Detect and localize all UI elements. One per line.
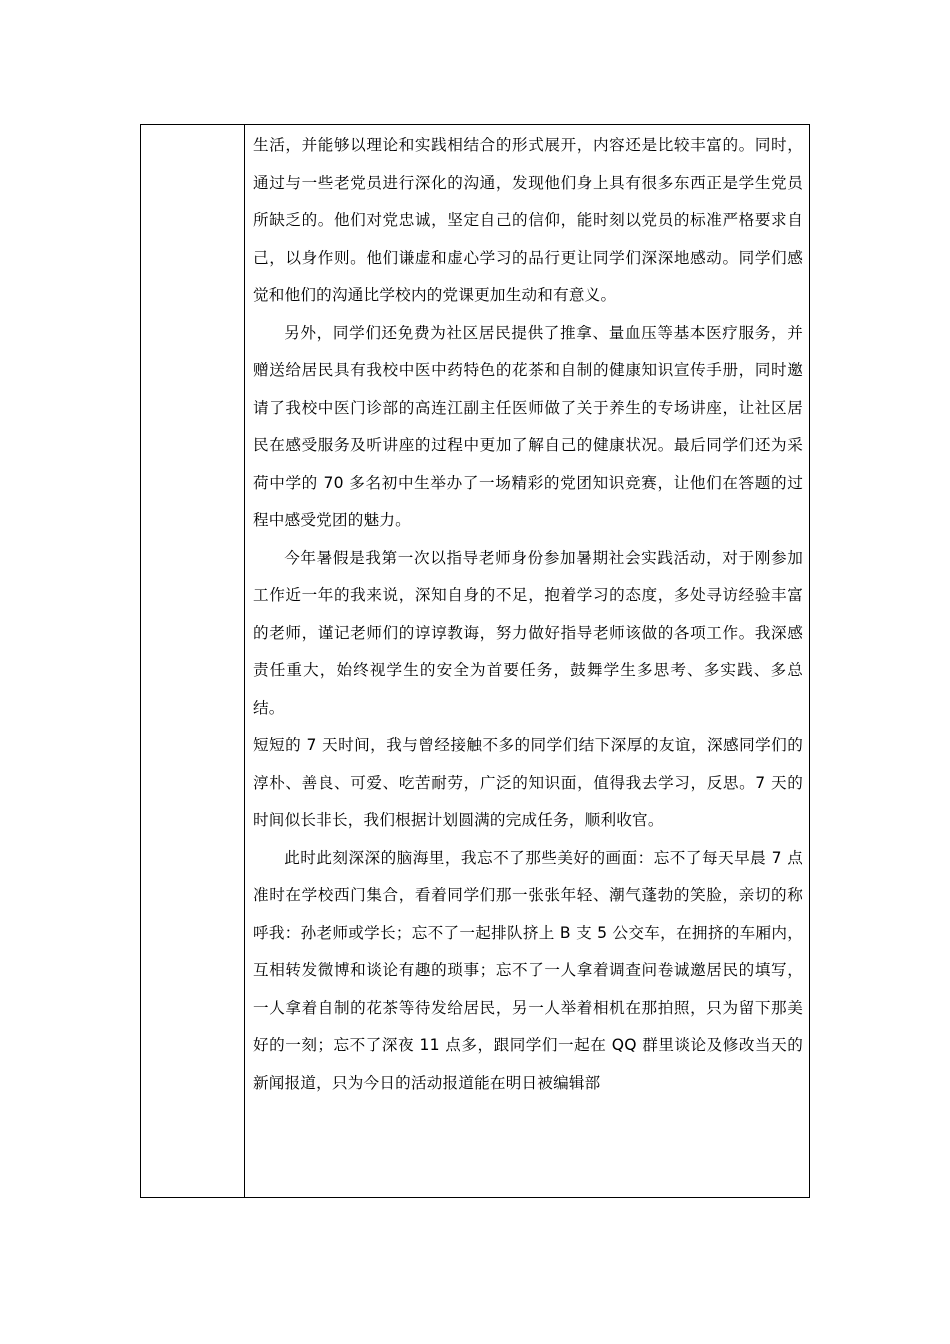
paragraph-3: 今年暑假是我第一次以指导老师身份参加暑期社会实践活动，对于刚参加工作近一年的我来说，深知自身的不足，抱着学习的态度，多处寻访经验丰富的老师，谨记老师们的谆谆教诲，努力做好指导老师该做的各项工作。我深感责任重大，始终视学生的安全为首要任务，鼓舞学生多思考、多实践、多总结。 [253,548,803,717]
paragraph-5: 此时此刻深深的脑海里，我忘不了那些美好的画面：忘不了每天早晨 7 点准时在学校西门集合，看着同学们那一张张年轻、潮气蓬勃的笑脸，亲切的称呼我：孙老师或学长；忘不了一起排队挤上 B 支 5 公交车，在拥挤的车厢内，互相转发微博和谈论有趣的琐事；忘不了一人拿着调查问卷诚邀居民的填写，一人拿着自制的花茶等待发给居民，另一人举着相机在那拍照，只为留下那美好的一刻；忘不了深夜 11 点多，跟同学们一起在 QQ 群里谈论及修改当天的新闻报道，只为今日的活动报道能在明日被编辑部 [253,848,803,1092]
paragraph-4: 短短的 7 天时间，我与曾经接触不多的同学们结下深厚的友谊，深感同学们的淳朴、善良、可爱、吃苦耐劳，广泛的知识面，值得我去学习，反思。7 天的时间似长非长，我们根据计划圆满的完成任务，顺利收官。 [253,736,803,829]
document-table [140,124,810,1198]
table-content-cell [245,125,809,1197]
paragraph-1: 生活，并能够以理论和实践相结合的形式展开，内容还是比较丰富的。同时，通过与一些老党员进行深化的沟通，发现他们身上具有很多东西正是学生党员所缺乏的。他们对党忠诚，坚定自己的信仰，能时刻以党员的标准严格要求自己，以身作则。他们谦虚和虚心学习的品行更让同学们深深地感动。同学们感觉和他们的沟通比学校内的党课更加生动和有意义。 [253,136,803,304]
paragraph-2: 另外，同学们还免费为社区居民提供了推拿、量血压等基本医疗服务，并赠送给居民具有我校中医中药特色的花茶和自制的健康知识宣传手册，同时邀请了我校中医门诊部的高连江副主任医师做了关于养生的专场讲座，让社区居民在感受服务及听讲座的过程中更加了解自己的健康状况。最后同学们还为采荷中学的 70 多名初中生举办了一场精彩的党团知识竞赛，让他们在答题的过程中感受党团的魅力。 [253,323,803,529]
table-label-cell [141,125,245,1197]
